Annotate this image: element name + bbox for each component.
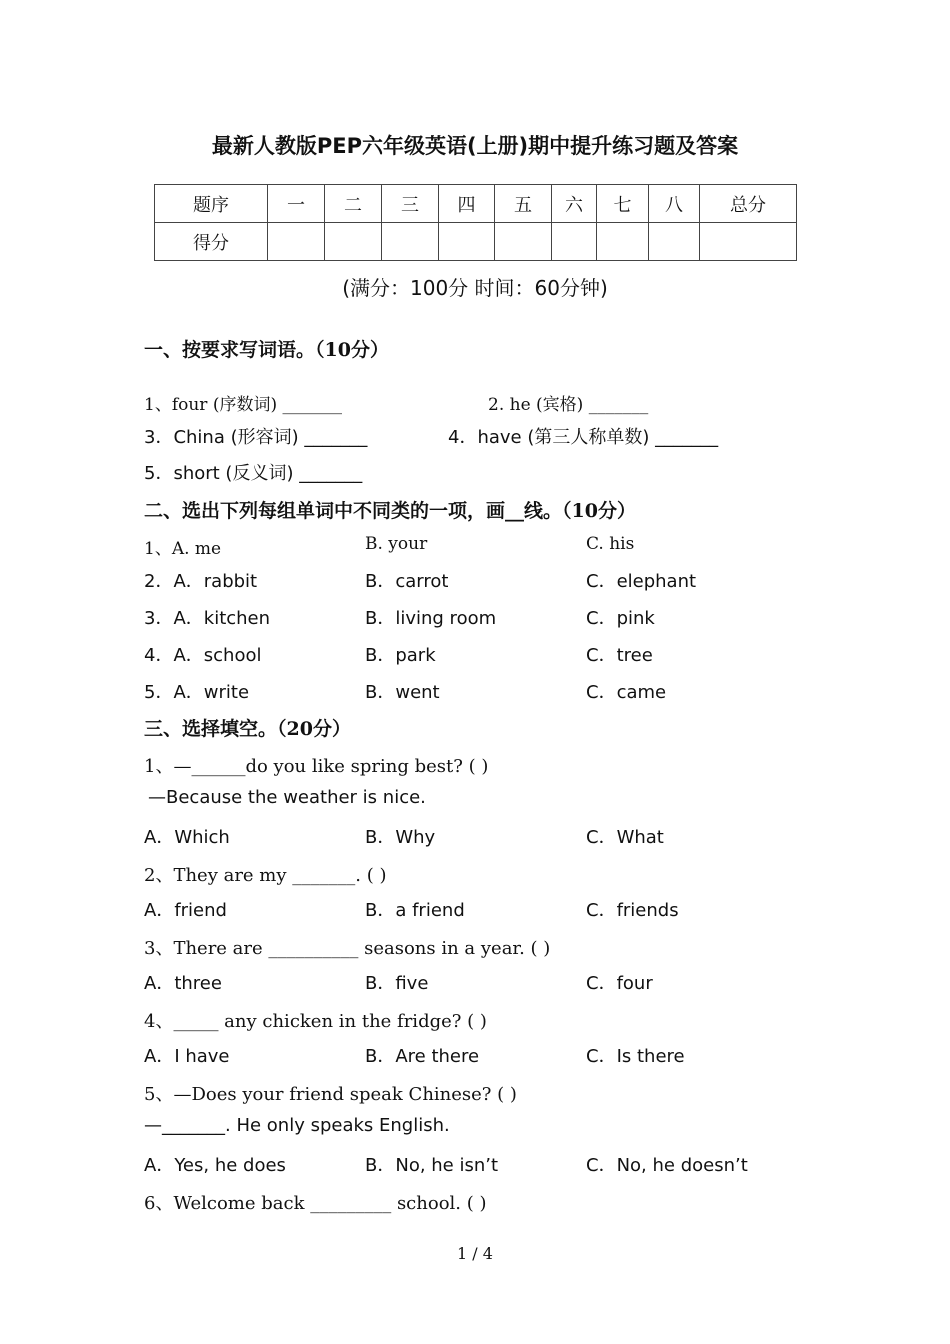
section2-row5-option-c: C．came (586, 682, 667, 703)
section1-item-2: 2. he (宾格) _______ (488, 395, 649, 415)
section3-q5-option-a: A．Yes, he does (144, 1155, 286, 1176)
section3-q4-option-a: A．I have (144, 1046, 230, 1067)
section2-row1-option-a: 1、A. me (144, 539, 222, 559)
section3-q3-option-b: B．five (365, 973, 429, 994)
score-table-header-row (155, 185, 797, 223)
score-cell[interactable] (597, 223, 649, 261)
section3-q4-option-c: C．Is there (586, 1046, 685, 1067)
section1-item-1: 1、four (序数词) _______ (144, 395, 342, 415)
section1-item-5: 5．short (反义词) _______ (144, 463, 363, 484)
section1-item-4: 4．have (第三人称单数) _______ (448, 427, 719, 448)
section3-q3-option-a: A．three (144, 973, 222, 994)
score-table-score-row (155, 223, 797, 261)
header-cell: 总分 (700, 185, 797, 223)
section3-q3-question: 3、There are __________ seasons in a year. ( ) (144, 938, 551, 959)
section3-q5-option-b: B．No, he isn’t (365, 1155, 499, 1176)
section2-row3-option-b: B．living room (365, 608, 497, 629)
score-cell[interactable] (552, 223, 597, 261)
section3-q3-option-c: C．four (586, 973, 653, 994)
score-cell[interactable] (382, 223, 439, 261)
header-cell: 三 (382, 185, 439, 223)
section2-row1-option-c: C. his (586, 534, 635, 554)
section3-q5-question: 5、—Does your friend speak Chinese? ( ) (144, 1084, 517, 1105)
header-cell: 二 (325, 185, 382, 223)
section2-row2-option-a: 2．A．rabbit (144, 571, 258, 592)
section2-row1-option-b: B. your (365, 534, 428, 554)
header-cell: 一 (268, 185, 325, 223)
score-cell[interactable] (439, 223, 495, 261)
section1-item-3: 3．China (形容词) _______ (144, 427, 368, 448)
section2-row2-option-b: B．carrot (365, 571, 449, 592)
section3-q1-option-b: B．Why (365, 827, 436, 848)
section3-q2-option-b: B．a friend (365, 900, 465, 921)
section3-q4-question: 4、_____ any chicken in the fridge? ( ) (144, 1011, 487, 1032)
header-cell: 八 (649, 185, 700, 223)
section2-row3-option-c: C．pink (586, 608, 655, 629)
section3-q2-question: 2、They are my _______. ( ) (144, 865, 387, 886)
full-score-line: (满分：100分 时间：60分钟) (342, 276, 608, 300)
section3-q1-option-a: A．Which (144, 827, 230, 848)
header-cell: 四 (439, 185, 495, 223)
score-cell[interactable] (700, 223, 797, 261)
page-number: 1 / 4 (457, 1244, 493, 1263)
section2-row4-option-b: B．park (365, 645, 436, 666)
section2-row5-option-b: B．went (365, 682, 440, 703)
section2-row3-option-a: 3．A．kitchen (144, 608, 271, 629)
section3-heading: 三、选择填空。（20分） (144, 718, 351, 740)
score-cell[interactable] (495, 223, 552, 261)
section3-q1-question: 1、—______do you like spring best? ( ) (144, 756, 489, 777)
document-title: 最新人教版PEP六年级英语(上册)期中提升练习题及答案 (211, 134, 739, 158)
section3-q2-option-a: A．friend (144, 900, 227, 921)
score-cell[interactable] (325, 223, 382, 261)
score-table (154, 184, 797, 261)
header-cell: 题序 (155, 185, 268, 223)
section3-q2-option-c: C．friends (586, 900, 679, 921)
section3-q5-answer-line: —_______. He only speaks English. (144, 1115, 450, 1136)
section2-row5-option-a: 5．A．write (144, 682, 250, 703)
row-label-cell: 得分 (155, 223, 268, 261)
section3-q1-answer-line: —Because the weather is nice. (148, 787, 426, 808)
section2-row4-option-a: 4．A．school (144, 645, 262, 666)
section1-heading: 一、按要求写词语。（10分） (144, 339, 389, 361)
section3-q6-question: 6、Welcome back _________ school. ( ) (144, 1193, 487, 1214)
header-cell: 五 (495, 185, 552, 223)
score-cell[interactable] (268, 223, 325, 261)
section2-row4-option-c: C．tree (586, 645, 653, 666)
section2-row2-option-c: C．elephant (586, 571, 697, 592)
score-cell[interactable] (649, 223, 700, 261)
header-cell: 六 (552, 185, 597, 223)
section2-heading: 二、选出下列每组单词中不同类的一项，画__线。（10分） (144, 500, 636, 522)
header-cell: 七 (597, 185, 649, 223)
section3-q5-option-c: C．No, he doesn’t (586, 1155, 748, 1176)
section3-q1-option-c: C．What (586, 827, 664, 848)
section3-q4-option-b: B．Are there (365, 1046, 480, 1067)
